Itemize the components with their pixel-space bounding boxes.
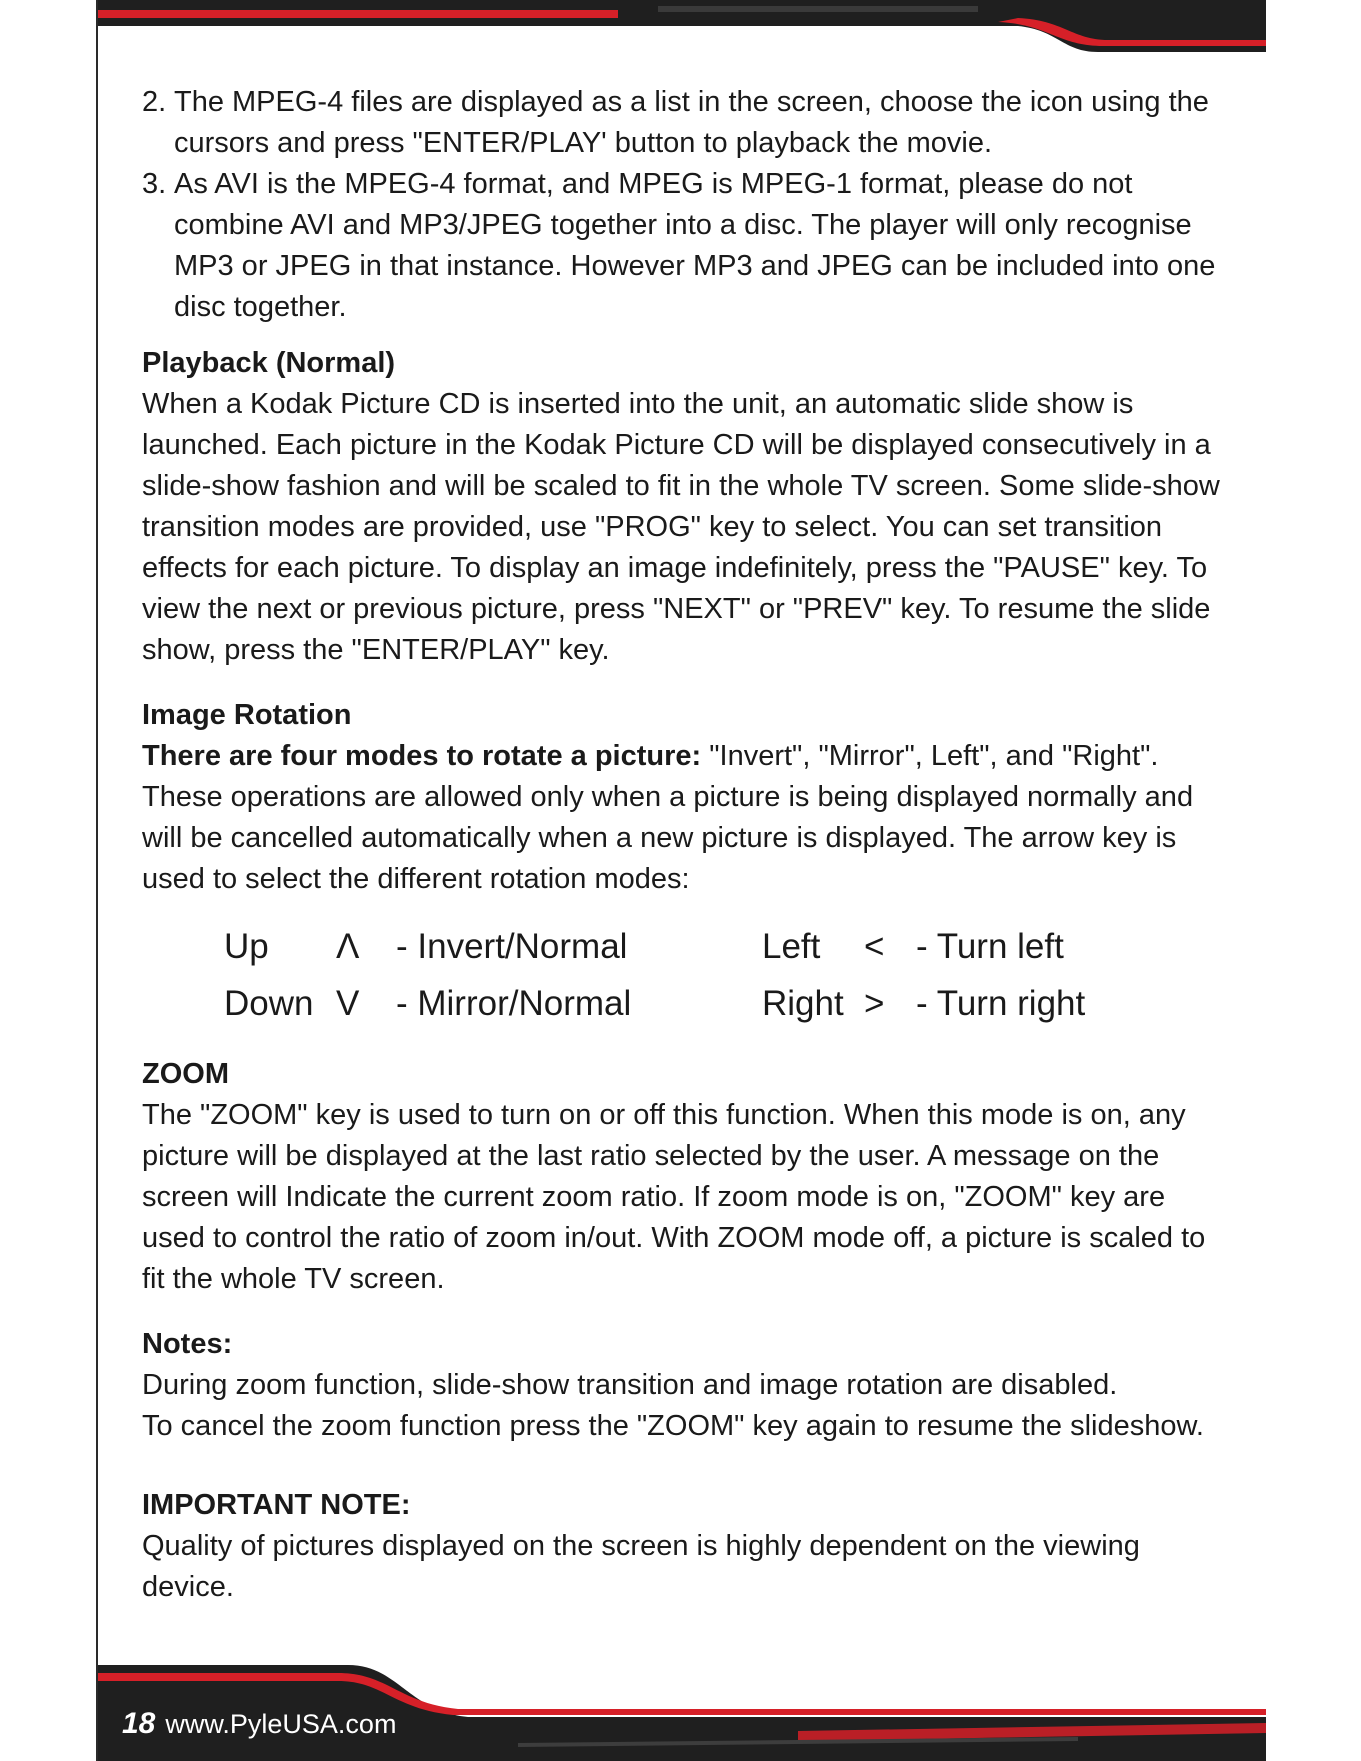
notes-section: [142, 1324, 1222, 1447]
footer-website: www.PyleUSA.com: [165, 1709, 397, 1739]
notes-heading: Notes:: [142, 1328, 233, 1360]
rotation-section: [142, 695, 1222, 1032]
down-arrow-icon: V: [336, 984, 360, 1023]
right-arrow-icon: >: [864, 984, 885, 1023]
list-item: [142, 164, 1222, 328]
rotation-body: These operations are allowed only when a picture is being displayed normally and will be cancelled automatically when a new picture is displayed. The arrow key is used to select the different rotation modes:: [142, 781, 1194, 895]
rotation-intro: [142, 736, 1222, 777]
left-arrow-icon: <: [864, 927, 885, 966]
rotation-desc: - Mirror/Normal: [396, 984, 632, 1023]
footer-decoration: [98, 1651, 1266, 1761]
rotation-row: [224, 975, 1085, 1032]
rotation-desc: - Invert/Normal: [396, 927, 628, 966]
rotation-key: Down: [224, 984, 314, 1023]
list-item-text: As AVI is the MPEG-4 format, and MPEG is MPEG-1 format, please do not combine AVI and MP3/JPEG together into a disc. The player will only recognise MP3 or JPEG in that instance. However MP3 and JPEG can be included into one disc together.: [174, 168, 1216, 323]
notes-line: During zoom function, slide-show transition and image rotation are disabled.: [142, 1369, 1118, 1401]
list-item: [142, 82, 1222, 164]
important-section: [142, 1485, 1222, 1608]
rotation-heading: Image Rotation: [142, 699, 352, 731]
playback-section: [142, 343, 1222, 671]
rotation-desc: - Turn left: [916, 927, 1064, 966]
playback-heading: Playback (Normal): [142, 347, 396, 379]
list-item-number: 2.: [142, 86, 167, 118]
rotation-lead-rest: "Invert", "Mirror", Left", and "Right".: [701, 740, 1159, 772]
page-content: [142, 82, 1222, 1608]
list-item-text: The MPEG-4 files are displayed as a list in the screen, choose the icon using the cursors and press "ENTER/PLAY' button to playback the movie.: [174, 86, 1209, 159]
up-arrow-icon: Λ: [336, 927, 360, 966]
rotation-modes-table: [224, 918, 1085, 1032]
zoom-section: [142, 1054, 1222, 1300]
rotation-desc: - Turn right: [916, 984, 1086, 1023]
manual-page: [96, 0, 1266, 1761]
zoom-heading: ZOOM: [142, 1058, 229, 1090]
page-number: 18: [122, 1707, 156, 1740]
important-body: Quality of pictures displayed on the screen is highly dependent on the viewing device.: [142, 1530, 1140, 1603]
header-decoration: [98, 0, 1266, 64]
zoom-body: The "ZOOM" key is used to turn on or off this function. When this mode is on, any picture will be displayed at the last ratio selected by the user. A message on the screen will Indicate the current zoom ratio. If zoom mode is on, "ZOOM" key are used to control the ratio of zoom in/out. With ZOOM mode off, a picture is scaled to fit the whole TV screen.: [142, 1099, 1206, 1295]
numbered-list: [142, 82, 1222, 328]
playback-body: When a Kodak Picture CD is inserted into the unit, an automatic slide show is launched. Each picture in the Kodak Picture CD will be displayed consecutively in a slide-show fashion and will be scaled to fit in the whole TV screen. Some slide-show transition modes are provided, use "PROG" key to select. You can set transition effects for each picture. To display an image indefinitely, press the "PAUSE" key. To view the next or previous picture, press "NEXT" or "PREV" key. To resume the slide show, press the "ENTER/PLAY" key.: [142, 388, 1220, 666]
list-item-number: 3.: [142, 168, 167, 200]
footer: [122, 1707, 396, 1741]
notes-line: To cancel the zoom function press the "ZOOM" key again to resume the slideshow.: [142, 1410, 1204, 1442]
rotation-row: [224, 918, 1085, 975]
rotation-key: Left: [762, 927, 821, 966]
rotation-key: Up: [224, 927, 269, 966]
rotation-key: Right: [762, 984, 844, 1023]
important-heading: IMPORTANT NOTE:: [142, 1489, 411, 1521]
rotation-lead: There are four modes to rotate a picture:: [142, 740, 702, 772]
